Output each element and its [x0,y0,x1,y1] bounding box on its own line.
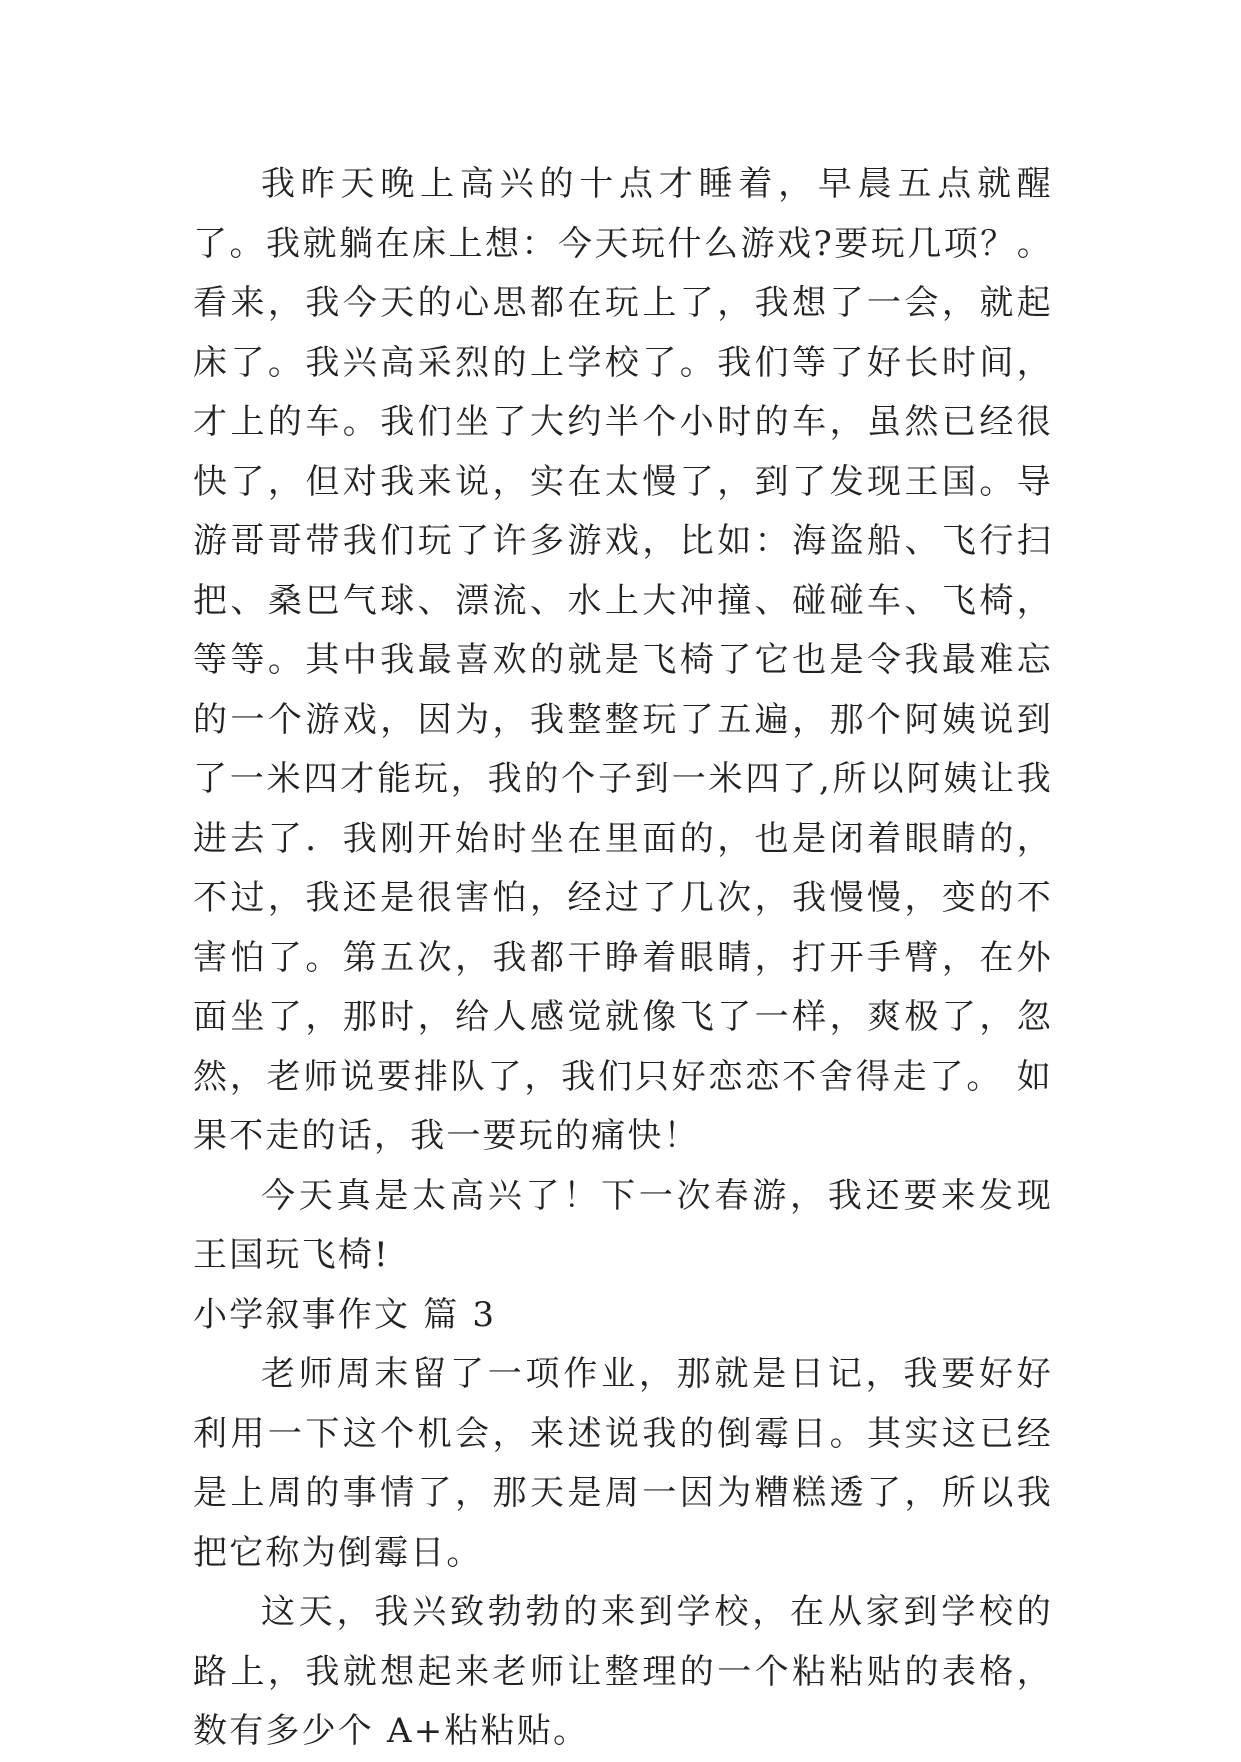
paragraph: 老师周末留了一项作业，那就是日记，我要好好利用一下这个机会，来述说我的倒霉日。其实这已经是上周的事情了，那天是周一因为糟糕透了，所以我把它称为倒霉日。 [193,1354,1053,1573]
section-title: 小学叙事作文 篇 3 [193,1294,497,1335]
paragraph: 我昨天晚上高兴的十点才睡着，早晨五点就醒了。我就躺在床上想：今天玩什么游戏?要玩几项？。看来，我今天的心思都在玩上了，我想了一会，就起床了。我兴高采烈的上学校了。我们等了好长时间，才上的车。我们坐了大约半个小时的车，虽然已经很快了，但对我来说，实在太慢了，到了发现王国。导游哥哥带我们玩了许多游戏，比如：海盗船、飞行扫把、桑巴气球、漂流、水上大冲撞、碰碰车、飞椅，等等。其中我最喜欢的就是飞椅了它也是令我最难忘的一个游戏，因为，我整整玩了五遍，那个阿姨说到了一米四才能玩，我的个子到一米四了,所以阿姨让我进去了．我刚开始时坐在里面的，也是闭着眼睛的，不过，我还是很害怕，经过了几次，我慢慢，变的不害怕了。第五次，我都干睁着眼睛，打开手臂，在外面坐了，那时，给人感觉就像飞了一样，爽极了，忽然，老师说要排队了，我们只好恋恋不舍得走了。 如果不走的话，我一要玩的痛快！ [193,164,1053,1156]
document-body [193,155,1053,1762]
paragraph: 这天，我兴致勃勃的来到学校，在从家到学校的路上，我就想起来老师让整理的一个粘粘贴的表格，数有多少个 A+粘粘贴。 [193,1592,1053,1751]
paragraph: 今天真是太高兴了！下一次春游，我还要来发现王国玩飞椅! [193,1175,1053,1275]
